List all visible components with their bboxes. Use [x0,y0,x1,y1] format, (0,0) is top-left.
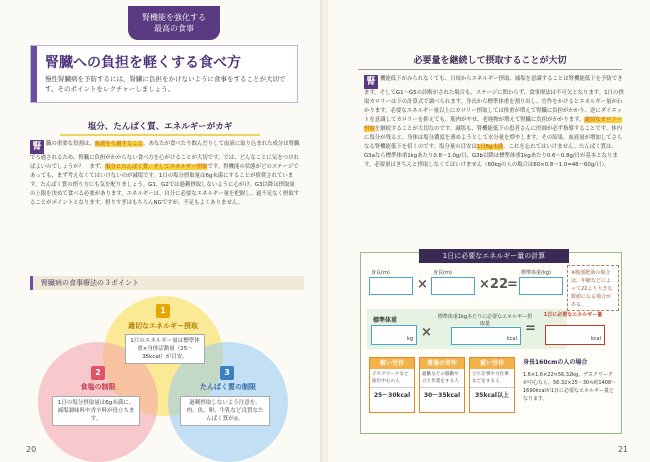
calc-title: 1日に必要なエネルギー量の計算 [419,249,569,263]
point-title: たんぱく質の制限 [200,383,256,391]
point-number: 1 [156,304,170,318]
highlight: 適切なカロリー摂取 [364,117,623,132]
labor-range: 35kcal以上 [470,387,514,399]
labor-heavy [469,357,515,413]
unit-kcal: kcal [590,336,601,342]
chapter-tag-line2: 最高の食事 [154,24,194,33]
labor-desc: 通勤などの移動や立ち作業をする人 [422,372,459,384]
initial-badge: 腎 [364,75,378,89]
body-segment: 。これを忘れてはいけません。たんぱく質は、G3aなら標準体重1kgあたり0.8〜1.0g/日、G3b以降は標準体重1kgあたり0.6〜0.8g/日が基本となります。必要量はきちんと摂取しなくてはいけません（60kgの人の場合は60×0.8〜1.0=48〜60g/日）。 [364,144,618,168]
chapter-tag [128,6,220,40]
point-number: 3 [220,366,234,380]
unit-kcal: kcal [506,336,517,342]
body-segment: を継続することが大切なのです。減塩も、腎機能低下の患者さんに医師が必ず指導することです。体内に塩分が残ると、身体は塩分濃度を薄めようとして水分量を増やします。その結果、血液量が増加してさらなる腎機能低下を招くのです。塩分量の目安は [364,126,623,150]
per-kg-input[interactable] [451,327,521,345]
height-input[interactable] [369,277,413,295]
example-title: 身長160cmの人の場合 [523,359,588,366]
left-page [0,0,322,462]
labor-desc: デスクワークなど座位中心の人 [372,372,409,384]
page-title: 腎臓への負担を軽くする食べ方 [45,55,241,71]
point-text: 1日の塩分摂取量は6g未満に。減塩調味料や香辛料が役立ちます。 [52,396,140,426]
body-segment: 機能低下がみられなくても、日頃からエネルギー摂取、減塩を意識することは腎機能低下を予防できます。そしてG1〜G5の診断がされた場合も、ステージに関わらず、食事療法は不可欠となります。1日の摂取カロリーは下の計算式で調べられます。身長から標準体重を割り出し、労作をかけるとエネルギー量がわかります。必要なエネルギー量以上にカロリー摂取しては体重が増えて腎臓に負担がかかり、逆にダイエットを意識してカロリーを抑えても、筋肉がやせ、老廃物が増えて腎臓に負担がかかります。 [364,76,624,123]
diagram-title: 腎臓病の食事療法の３ポイント [30,276,304,290]
point-text: 1日のエネルギー量は標準体重×身体活動量（25〜35kcal）が目安。 [125,334,205,364]
daily-caption: 1日に必要なエネルギー量 [543,312,603,318]
unit-kg: kg [406,336,413,342]
body-text-left [30,140,300,208]
chapter-tag-line1: 腎機能を強化する [142,13,206,22]
body-segment: 臓の重要な役割は、 [46,141,95,147]
std-weight-label: 標準体重(kg) [521,270,551,276]
section-title: 塩分、たんぱく質、エネルギーがカギ [60,120,260,136]
labor-desc: 立ち仕事や力仕事などをする人 [472,372,509,384]
calc-note: ※腹部肥満の場合は、年齢などによって22より大きな数値になる場合がある。 [567,265,619,311]
coefficient: ×22 [479,277,508,292]
height-input[interactable] [431,277,475,295]
point-number: 2 [91,366,105,380]
page-number: 20 [26,445,37,454]
labor-title: 重い労作 [470,358,514,369]
std-weight-value-input[interactable] [371,325,417,345]
labor-range: 25〜30kcal [370,387,414,399]
labor-title: 普通の労作 [420,358,464,369]
labor-normal [419,357,465,413]
body-segment: 。あなたが食べたり飲んだりして血液に取り込まれた成分は腎臓でろ過されるため、腎臓に負担がかからない食べ方を心がけることが大切です。では、どんなことに気をつければよいのでしょうか？ まず、 [30,141,300,170]
multiply-sign: × [417,277,428,292]
per-kg-caption: 標準体重1kgあたりに必要なエネルギー摂取量 [437,314,533,327]
labor-light [369,357,415,413]
diet-points-diagram [30,276,304,436]
example-text: 1.6×1.6×22≒56.32kg。デスクワークが中心なら、56.32×25〜30≒約1408〜1690kcalが1日に必要なエネルギー量となります。 [523,372,617,402]
point-title: 食塩の制限 [80,383,116,391]
equals-sign: = [525,321,536,336]
daily-energy-input[interactable] [545,325,605,345]
equals-sign: = [507,277,518,292]
height-label: 身長(m) [433,270,452,276]
multiply-sign: × [421,325,432,340]
point-title: 適切なエネルギー摂取 [128,322,198,330]
right-page [328,0,650,462]
height-label: 身長(m) [371,270,390,276]
lead-box [30,45,298,103]
body-segment: です。腎機能の状態がどのステージであっても、まず考えなくてはいけないのが減塩です。1日の塩分摂取量は6g未満にすることが推奨されています。たんぱく質の摂り方にも気を配りましょう。G1、G2では過剰摂取しないように心がけ、G3以降は摂取量の上限を決めて食べる必要があります。エネルギーは、自分に必要なエネルギー量を把握し、過不足なく摂取することがポイントとなります。摂りすぎはもちろんNGですが、不足もよくありません。 [30,164,300,206]
body-text-right [364,75,626,170]
lead-text: 慢性腎臓病を予防するには、腎臓に負担をかけないように食事をすることが大切です。そのポイントをレクチャーしましょう。 [45,75,286,93]
highlight: 塩分とたんぱく質、そしてエネルギー摂取 [105,164,208,170]
initial-badge: 腎 [30,140,44,154]
highlight: 1日6g未満 [476,144,504,150]
labor-title: 軽い労作 [370,358,414,369]
std-weight-caption: 標準体重 [373,317,398,324]
std-weight-input[interactable] [519,277,563,295]
energy-calculation-box [360,252,622,434]
page-number: 21 [617,445,628,454]
section-title: 必要量を継続して摂取することが大切 [358,52,622,70]
labor-range: 30〜35kcal [420,387,464,399]
point-text: 過剰摂取しないよう注意を。肉、魚、卵、牛乳など良質なたんぱく質が◎。 [180,396,270,426]
highlight: 血液をろ過すること [94,141,144,147]
